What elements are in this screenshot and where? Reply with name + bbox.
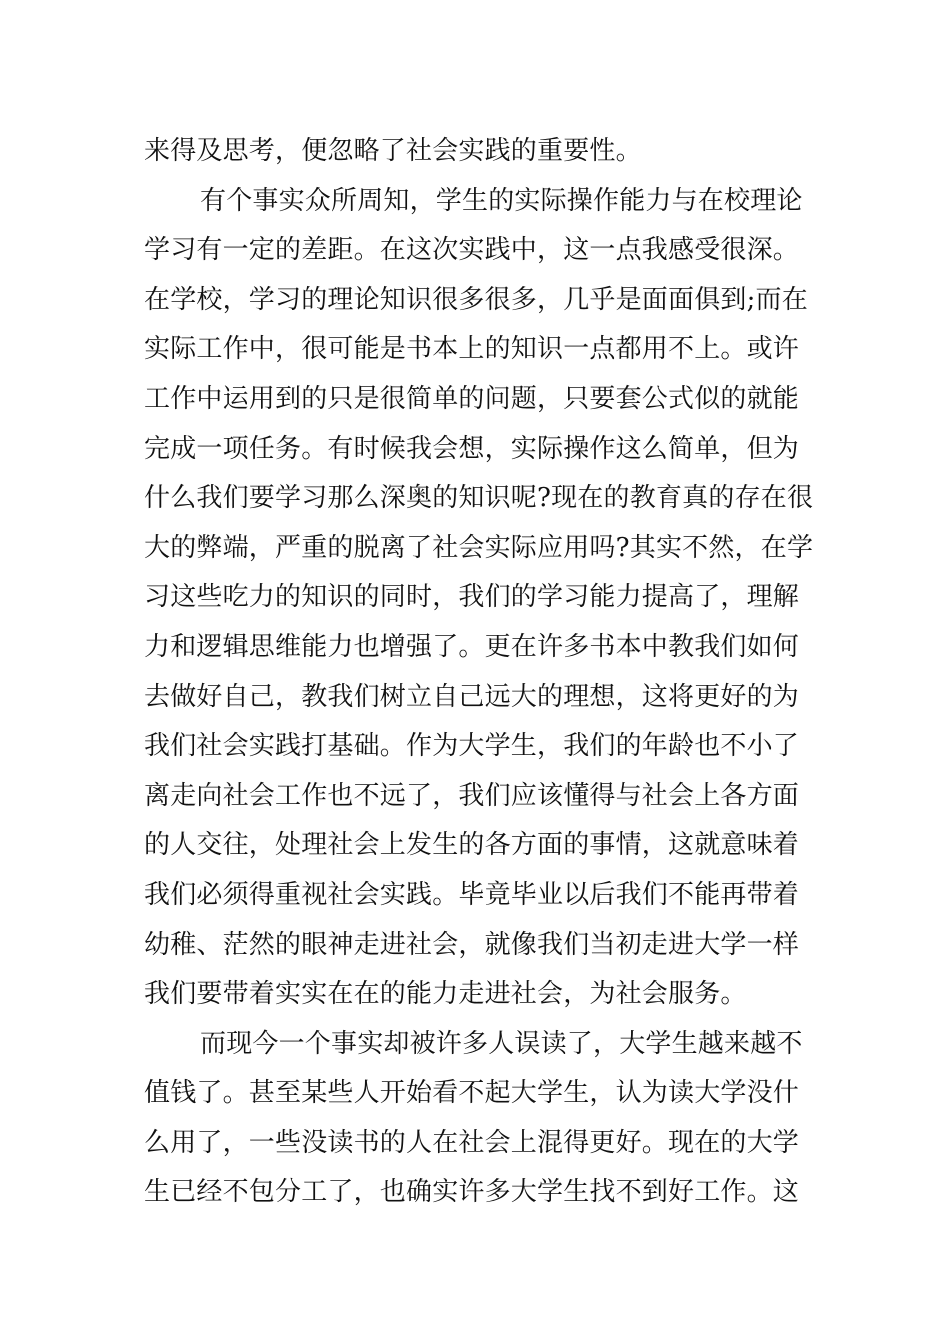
text-line: 有个事实众所周知，学生的实际操作能力与在校理论	[200, 185, 803, 216]
text-line: 离走向社会工作也不远了，我们应该懂得与社会上各方面	[144, 780, 800, 811]
text-line: 去做好自己，教我们树立自己远大的理想，这将更好的为	[144, 681, 800, 712]
text-line: 我们社会实践打基础。作为大学生，我们的年龄也不小了	[144, 731, 800, 762]
text-line: 在学校，学习的理论知识很多很多，几乎是面面俱到;而在	[144, 284, 808, 315]
text-line: 生已经不包分工了，也确实许多大学生找不到好工作。这	[144, 1177, 800, 1208]
text-line: 么用了，一些没读书的人在社会上混得更好。现在的大学	[144, 1127, 800, 1158]
text-line: 幼稚、茫然的眼神走进社会，就像我们当初走进大学一样	[144, 929, 800, 960]
text-line: 什么我们要学习那么深奥的知识呢?现在的教育真的存在很	[144, 483, 814, 514]
text-line: 值钱了。甚至某些人开始看不起大学生，认为读大学没什	[144, 1078, 800, 1109]
text-line: 而现今一个事实却被许多人误读了，大学生越来越不	[200, 1028, 803, 1059]
body-text	[144, 127, 814, 1218]
text-line: 实际工作中，很可能是书本上的知识一点都用不上。或许	[144, 334, 800, 365]
text-line: 的人交往，处理社会上发生的各方面的事情，这就意味着	[144, 830, 800, 861]
text-line: 完成一项任务。有时候我会想，实际操作这么简单，但为	[144, 433, 800, 464]
text-line: 大的弊端，严重的脱离了社会实际应用吗?其实不然，在学	[144, 532, 814, 563]
text-line: 我们要带着实实在在的能力走进社会，为社会服务。	[144, 979, 747, 1010]
text-line: 工作中运用到的只是很简单的问题，只要套公式似的就能	[144, 383, 800, 414]
text-line: 来得及思考，便忽略了社会实践的重要性。	[144, 136, 642, 166]
text-line: 学习有一定的差距。在这次实践中，这一点我感受很深。	[144, 235, 800, 266]
text-line: 力和逻辑思维能力也增强了。更在许多书本中教我们如何	[144, 631, 800, 662]
text-line: 习这些吃力的知识的同时，我们的学习能力提高了，理解	[144, 582, 800, 613]
text-line: 我们必须得重视社会实践。毕竟毕业以后我们不能再带着	[144, 879, 800, 910]
